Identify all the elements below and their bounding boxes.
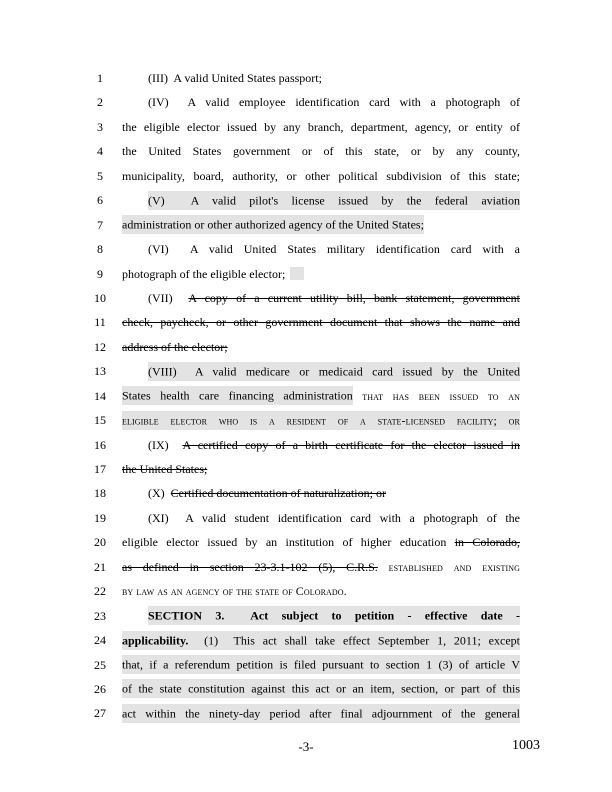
line-text [122,335,520,359]
line-text [122,555,520,579]
line-row [97,262,520,286]
line-number: 7 [97,217,103,232]
text-segment [353,389,363,403]
text-segment: in Colorado, [454,535,520,550]
line-row [97,66,520,90]
doc-number: 1003 [512,738,540,753]
line-row [94,359,520,383]
text-segment: of the state constitution against this act or an item, section, or part of this [122,679,520,698]
text-segment: eligible elector issued by an institution of higher education [122,535,455,550]
line-text [122,90,520,114]
text-segment: SECTION 3. Act subject to petition - effective date - [148,606,520,625]
line-number: 4 [97,144,103,159]
line-row [94,628,520,652]
line-number: 26 [94,681,106,696]
line-number: 19 [94,510,106,525]
line-text [122,310,520,334]
text-segment: (VIII) A valid medicare or medicaid card issued by the United [148,362,520,381]
line-row [94,653,520,677]
line-number: 12 [94,339,106,354]
page-number: -3- [298,739,314,754]
line-row [94,530,520,554]
line-row [94,384,520,408]
line-text [122,408,520,432]
line-number: 3 [97,119,103,134]
text-segment: established and existing [388,559,520,574]
line-text [122,506,520,530]
text-segment: the eligible elector issued by any branch, department, agency, or entity of [122,119,520,134]
line-row [94,433,520,457]
text-segment: (X) [148,486,171,501]
text-segment: by law as an agency of the state of Colorado. [122,584,347,599]
line-row [94,579,520,603]
line-number: 15 [94,413,106,428]
text-segment: applicability. [122,631,188,650]
text-segment: the United States; [122,462,208,476]
line-number: 27 [94,706,106,721]
line-row [97,90,520,114]
highlight-block [290,267,304,280]
text-segment [378,560,389,574]
line-number: 14 [94,388,106,403]
line-row [94,506,520,530]
text-segment: photograph of the eligible elector; [122,266,286,281]
line-number: 18 [94,486,106,501]
line-row [97,237,520,261]
line-text [122,213,520,237]
line-text [122,481,520,505]
text-segment: municipality, board, authority, or other political subdivision of this state; [122,168,520,183]
text-segment: administration or other authorized agency of the United States; [122,215,424,234]
text-segment: (IX) [148,437,183,452]
text-segment: States health care financing administration [122,386,353,405]
line-row [94,457,520,481]
line-number: 10 [94,290,106,305]
line-text [122,604,520,628]
text-segment: as defined in section 23-3.1-102 (5), C.R.S. [122,559,378,574]
line-text [122,66,520,90]
line-text [122,677,520,701]
line-text [122,359,520,383]
line-number: 22 [94,584,106,599]
line-row [97,213,520,237]
text-segment: (VI) A valid United States military identification card with a [148,242,520,257]
text-segment: that has been issued to an [362,388,520,403]
line-row [97,139,520,163]
line-text [122,188,520,212]
line-number: 8 [97,242,103,257]
text-segment: (1) This act shall take effect September 1, 2011; except [188,631,520,650]
line-number: 25 [94,657,106,672]
line-row [94,555,520,579]
text-segment: that, if a referendum petition is filed pursuant to section 1 (3) of article V [122,655,520,674]
line-row [94,310,520,334]
text-segment: (XI) A valid student identification card with a photograph of the [148,510,520,525]
text-segment: check, paycheck, or other government document that shows the name and [122,315,520,330]
text-segment: the United States government or of this state, or by any county, [122,144,520,159]
line-number: 5 [97,168,103,183]
line-row [97,115,520,139]
line-number: 20 [94,535,106,550]
line-row [97,164,520,188]
text-segment: (V) A valid pilot's license issued by the federal aviation [148,191,520,210]
line-text [122,262,520,286]
line-text [122,457,520,481]
text-segment: A certified copy of a birth certificate for the elector issued in [182,437,520,452]
line-number: 21 [94,559,106,574]
text-segment: eligible elector who is a resident of a state-licensed facility; or [122,411,520,430]
line-number: 9 [97,266,103,281]
line-row [94,408,520,432]
line-row [94,677,520,701]
line-text [122,530,520,554]
line-row [94,481,520,505]
text-segment: (IV) A valid employee identification card with a photograph of [148,95,520,110]
text-segment: (VII) [148,290,189,305]
line-number: 24 [94,633,106,648]
text-segment: address of the elector; [122,339,228,354]
line-number: 13 [94,364,106,379]
line-row [94,604,520,628]
line-text [122,139,520,163]
line-text [122,286,520,310]
line-text [122,384,520,408]
line-row [97,188,520,212]
line-text [122,237,520,261]
line-text [122,433,520,457]
line-row [94,286,520,310]
text-segment: Certified documentation of naturalization; or [170,486,386,501]
line-number: 11 [94,315,106,330]
text-segment: A copy of a current utility bill, bank statement, government [188,290,520,305]
line-row [94,335,520,359]
line-text [122,628,520,652]
document-body [94,66,520,726]
line-number: 2 [97,95,103,110]
line-number: 17 [94,462,106,476]
line-text [122,701,520,725]
line-number: 16 [94,437,106,452]
line-text [122,653,520,677]
line-text [122,164,520,188]
line-number: 23 [94,608,106,623]
line-number: 1 [97,71,103,85]
line-number: 6 [97,193,103,208]
text-segment: (III) A valid United States passport; [148,71,322,85]
line-text [122,115,520,139]
text-segment: act within the ninety-day period after final adjournment of the general [122,704,520,723]
line-text [122,579,520,603]
line-row [94,701,520,725]
